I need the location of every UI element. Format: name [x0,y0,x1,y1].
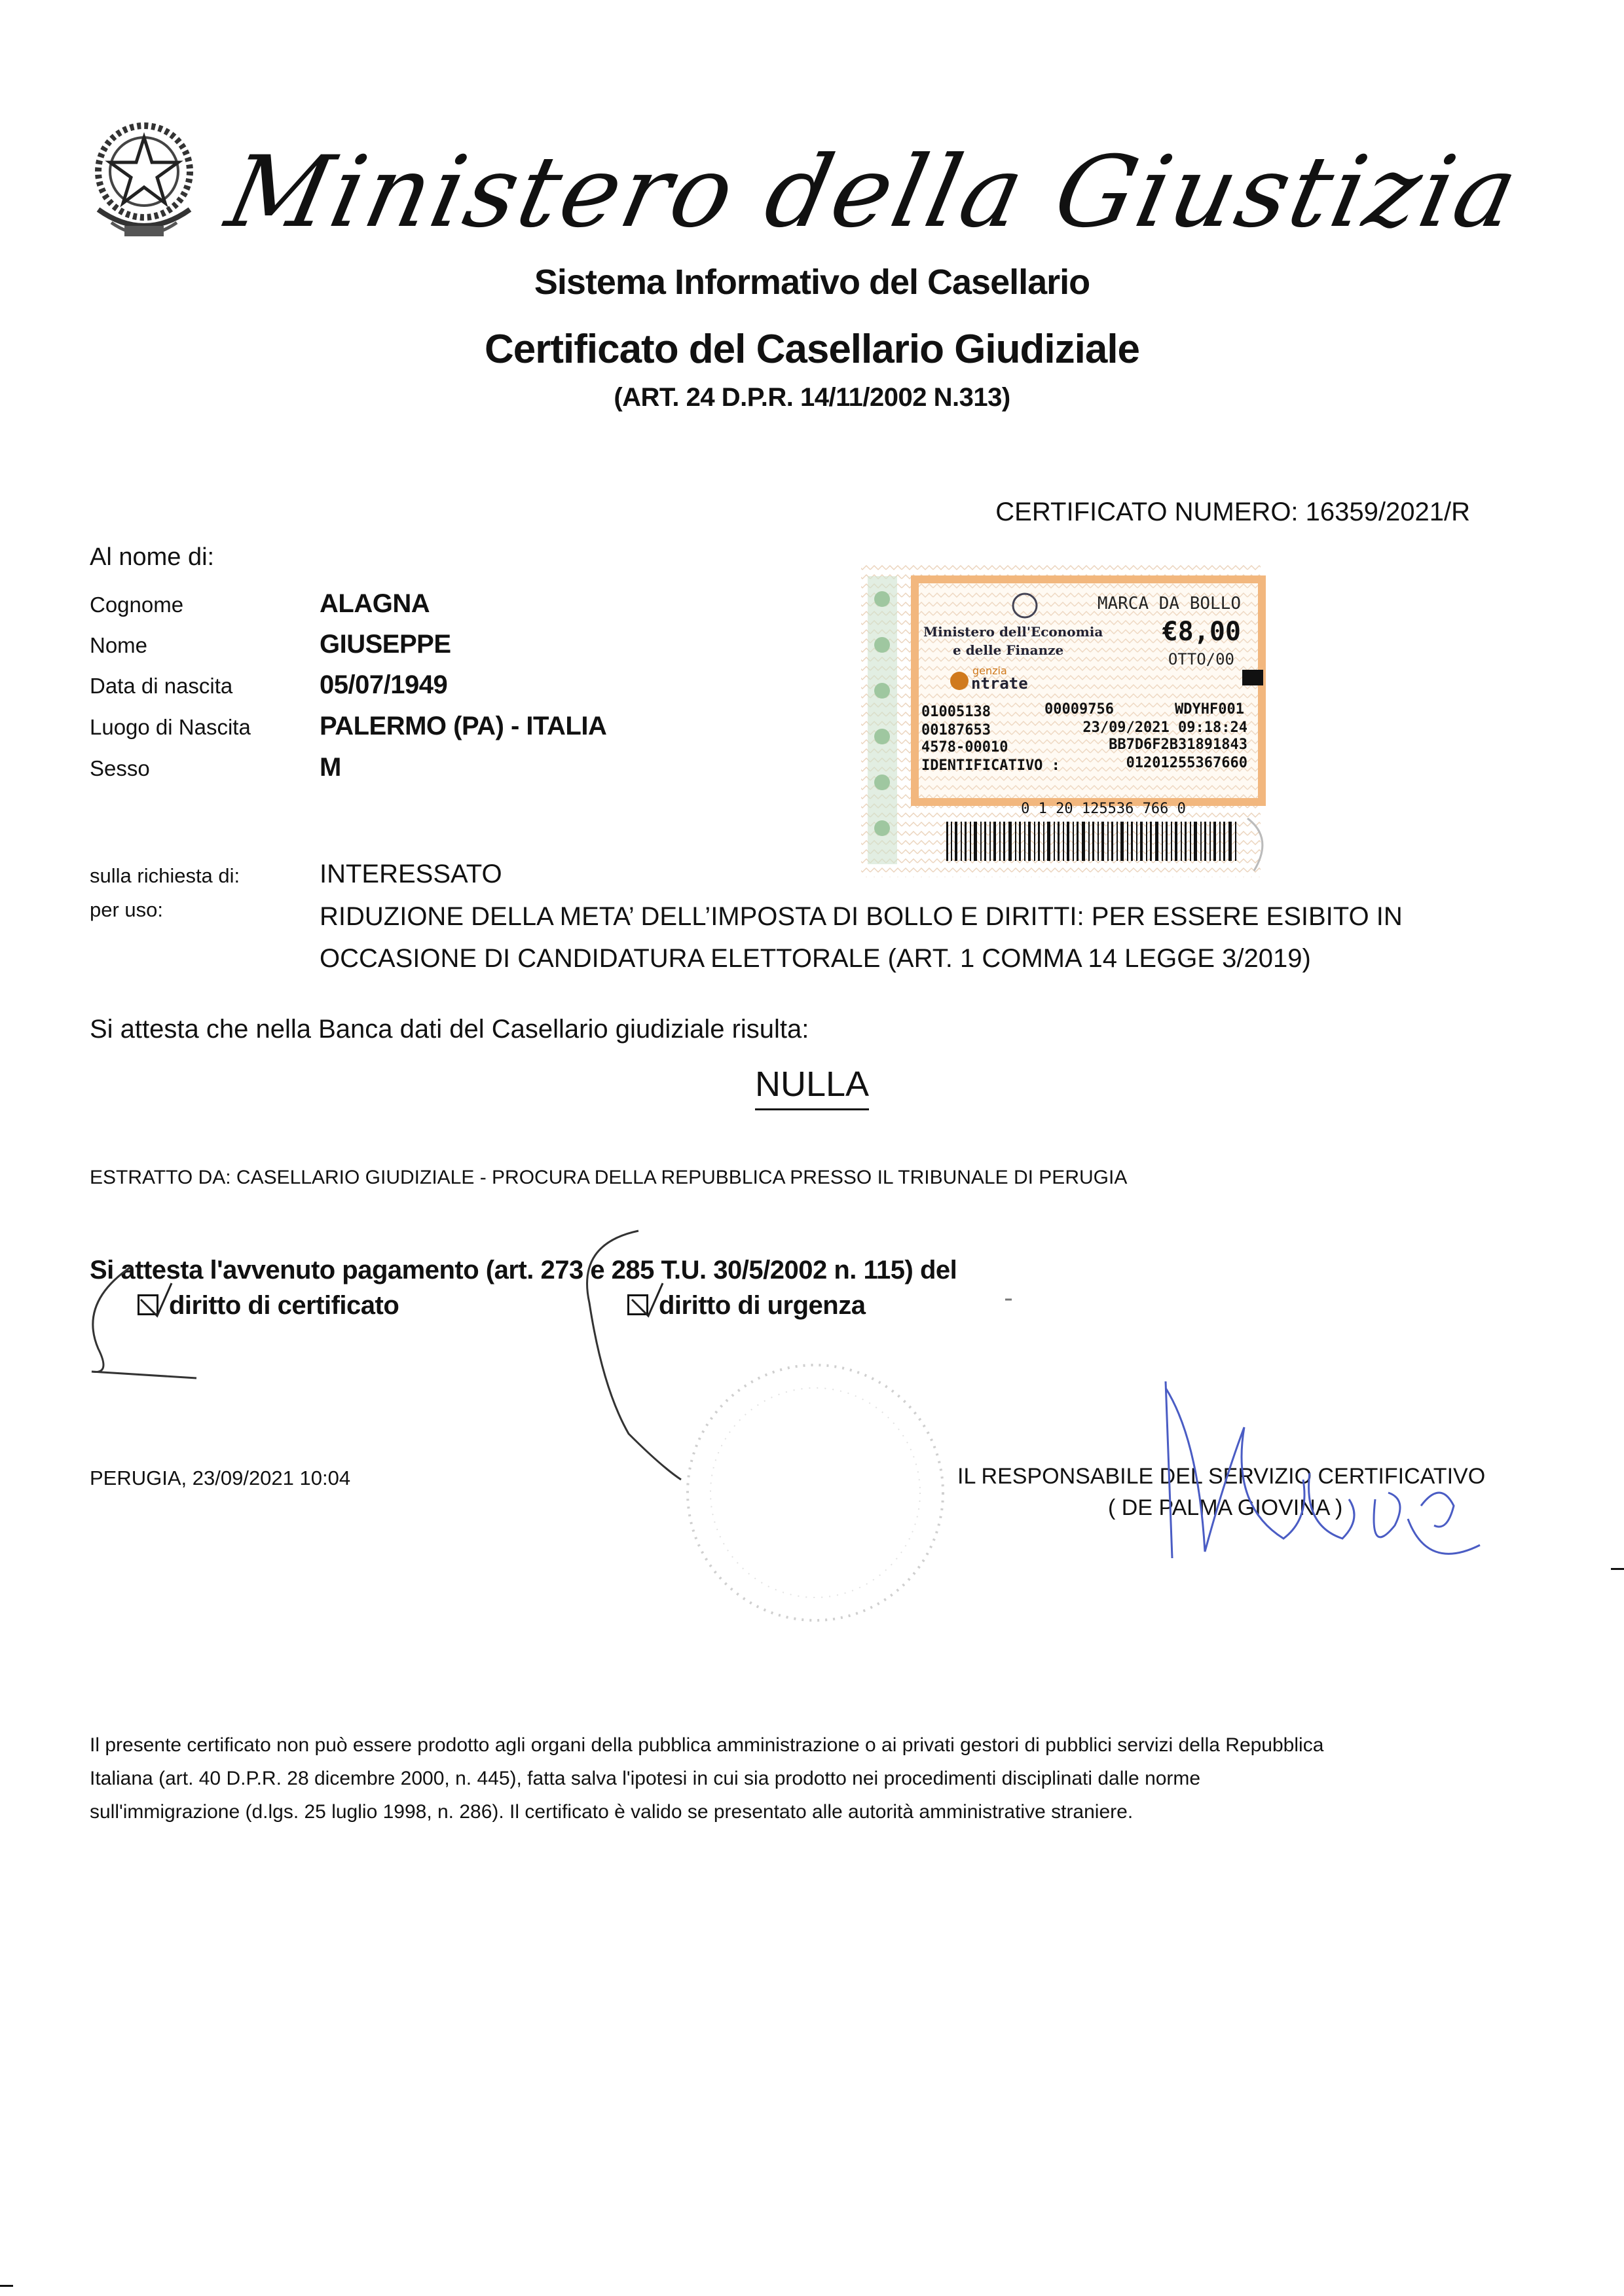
legal-notice-line-1: Il presente certificato non può essere prodotto agli organi della pubblica amministrazione o ai privati gestori di pubblici servizi della Repubblica [90,1734,1324,1756]
ministry-title: Ministero della Giustizia [217,134,1530,249]
signatory-role: IL RESPONSABILE DEL SERVIZIO CERTIFICATIVO [957,1464,1486,1489]
stamp-id-value: 01201255367660 [1126,755,1247,771]
use-value-line-1: RIDUZIONE DELLA META’ DELL’IMPOSTA DI BOLLO E DIRITTI: PER ESSERE ESIBITO IN [320,902,1403,931]
use-label: per uso: [90,898,164,921]
person-heading: Al nome di: [90,543,215,571]
certificate-fee-label: diritto di certificato [169,1291,399,1320]
payment-statement: Si attesta l'avvenuto pagamento (art. 273 e 285 T.U. 30/5/2002 n. 115) del [90,1256,957,1285]
certificate-number [995,498,1470,527]
certificate-number-value: 16359/2021/R [1305,498,1470,526]
stamp-issuer-1: Ministero dell'Economia [923,624,1103,640]
birth-date-label: Data di nascita [90,674,233,698]
result-statement: Si attesta che nella Banca dati del Casellario giudiziale risulta: [90,1015,809,1044]
sex-value: M [320,753,341,782]
use-value [320,896,1511,979]
place-date: PERUGIA, 23/09/2021 10:04 [90,1467,351,1489]
certificate-number-label: CERTIFICATO NUMERO: [995,498,1299,526]
stamp-datetime: 23/09/2021 09:18:24 [1082,720,1247,736]
stamp-issuer-2: e delle Finanze [953,642,1064,658]
stamp-code-5: 4578-00010 [921,739,1008,756]
surname-value: ALAGNA [320,589,430,618]
stamp-code-2: 00009756 [1044,701,1114,718]
certificate-fee-checkbox [138,1294,158,1315]
stamp-code-6: BB7D6F2B31891843 [1109,737,1247,753]
stamp-amount: €8,00 [1162,617,1241,647]
birth-place-value: PALERMO (PA) - ITALIA [320,712,607,740]
stamp-type: MARCA DA BOLLO [1097,594,1241,613]
sex-label: Sesso [90,756,150,780]
result-value-text: NULLA [755,1064,869,1110]
law-reference: (ART. 24 D.P.R. 14/11/2002 N.313) [614,383,1010,412]
urgency-fee-label: diritto di urgenza [659,1291,866,1320]
stamp-agency-1: genzia [972,665,1007,677]
legal-notice [90,1728,1563,1829]
urgency-fee-checkbox [627,1294,648,1315]
birth-place-label: Luogo di Nascita [90,715,251,739]
name-value: GIUSEPPE [320,630,451,659]
birth-date-value: 05/07/1949 [320,670,448,699]
stamp-agency-2: ntrate [971,674,1028,693]
surname-label: Cognome [90,592,184,617]
legal-notice-line-2: Italiana (art. 40 D.P.R. 28 dicembre 2000, n. 445), fatta salva l'ipotesi in cui sia prodotto nei procedimenti disciplinati dalle norme [90,1768,1201,1789]
result-value [0,1064,1624,1110]
payment-option-certificate [138,1291,399,1321]
payment-option-urgency [627,1291,865,1321]
stamp-barcode-number: 0 1 20 125536 766 0 [1021,801,1186,817]
scan-edge-mark-right [1611,1568,1624,1570]
stamp-code-3: WDYHF001 [1175,701,1244,718]
requested-by-label: sulla richiesta di: [90,864,240,887]
official-seal-outline [688,1365,943,1620]
stamp-id-label: IDENTIFICATIVO : [921,757,1060,774]
ministry-heading [217,111,1530,282]
system-title: Sistema Informativo del Casellario [534,263,1090,302]
scan-edge-mark-bottom [0,2285,13,2287]
stamp-amount-words: OTTO/00 [1168,650,1234,668]
stamp-code-1: 01005138 [921,704,991,720]
signatory-name: ( DE PALMA GIOVINA ) [1108,1495,1343,1520]
requested-by-value: INTERESSATO [320,860,502,888]
certificate-title: Certificato del Casellario Giudiziale [484,327,1140,372]
result-source: ESTRATTO DA: CASELLARIO GIUDIZIALE - PROCURA DELLA REPUBBLICA PRESSO IL TRIBUNALE DI PERUGIA [90,1167,1128,1188]
use-value-line-2: OCCASIONE DI CANDIDATURA ELETTORALE (ART. 1 COMMA 14 LEGGE 3/2019) [320,944,1311,973]
stamp-code-4: 00187653 [921,722,991,738]
name-label: Nome [90,633,148,657]
legal-notice-line-3: sull'immigrazione (d.lgs. 25 luglio 1998, n. 286). Il certificato è valido se presentato alle autorità amministrative straniere. [90,1801,1134,1823]
revenue-stamp [855,563,1274,877]
italian-republic-emblem-icon [79,111,210,249]
